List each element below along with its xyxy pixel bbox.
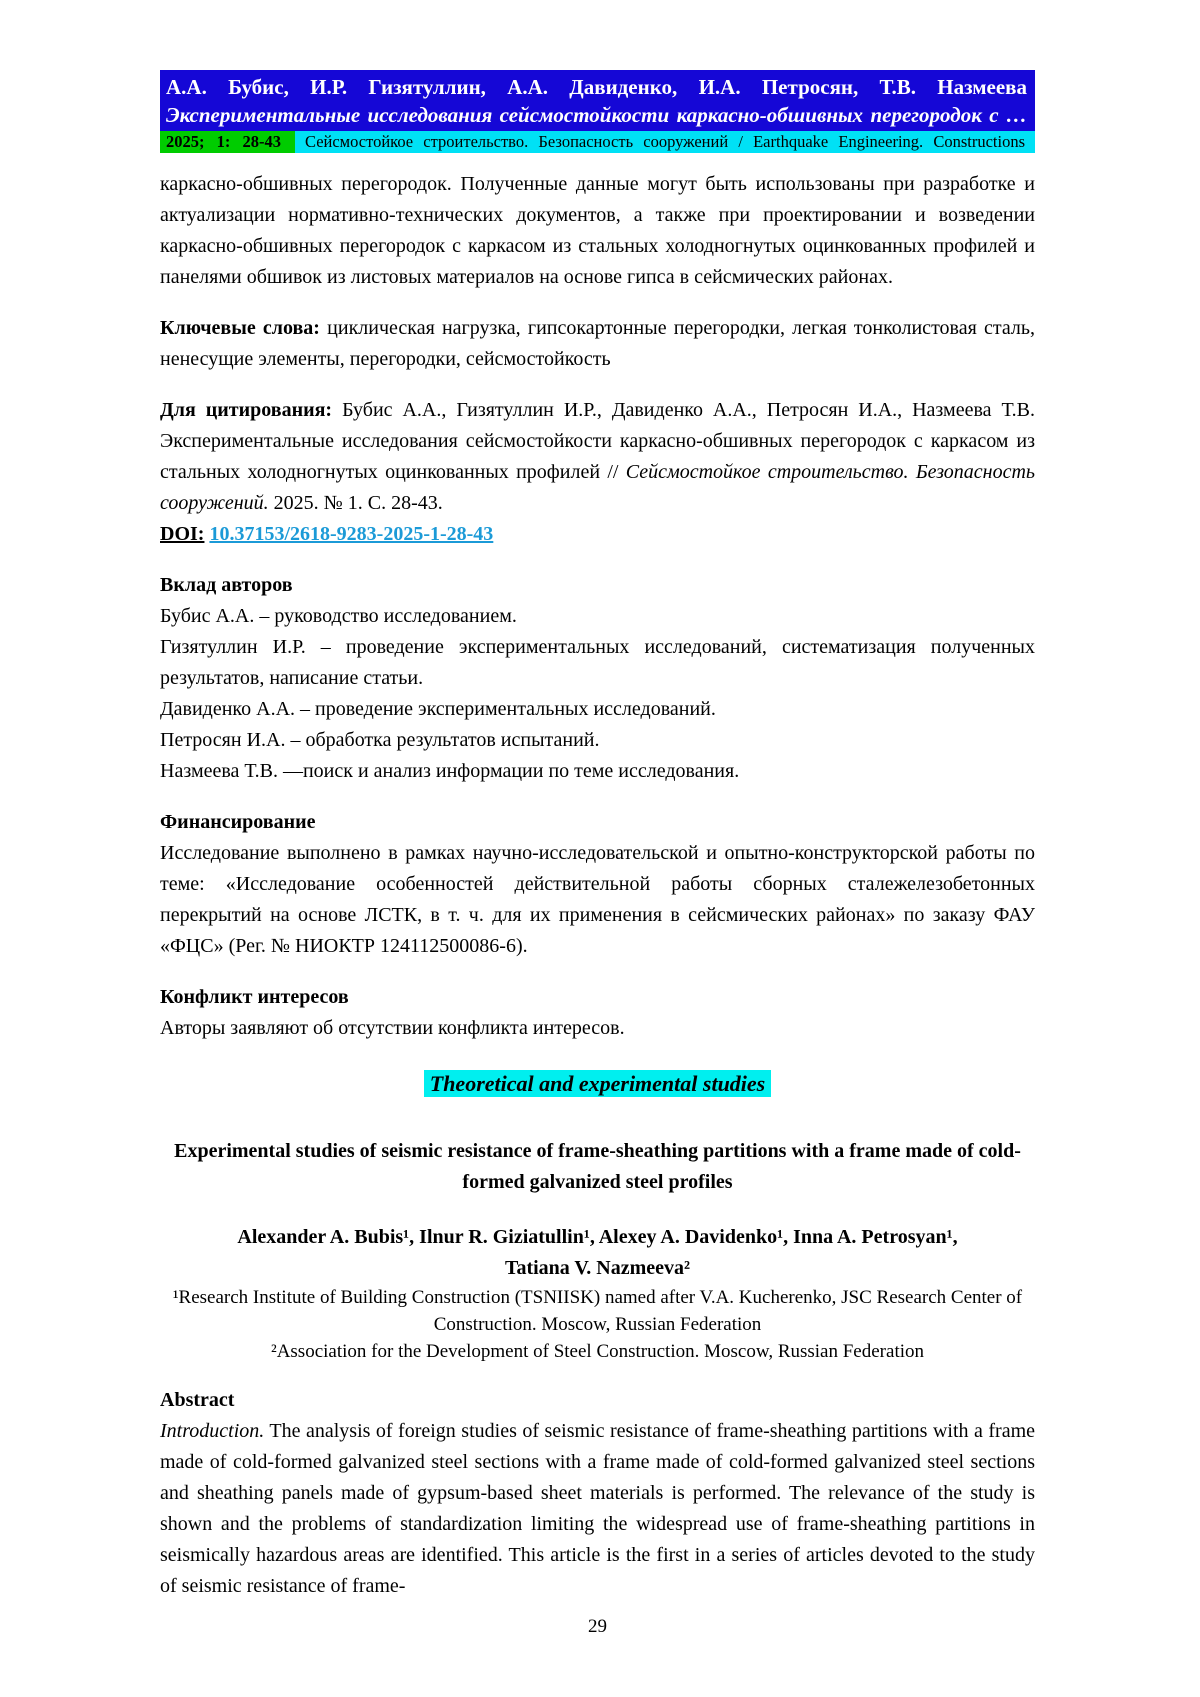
intro-paragraph: каркасно-обшивных перегородок. Полученные данные могут быть использованы при разработке и актуализации нормативно-технических документов, а также при проектировании и возведении каркасно-обшивных перегородок с каркасом из стальных холодногнутых оцинкованных профилей и панелями обшивок из листовых материалов на основе гипса в сейсмических районах. bbox=[160, 173, 1035, 288]
funding-heading: Финансирование bbox=[160, 811, 316, 833]
abstract-heading: Abstract bbox=[160, 1389, 235, 1411]
citation-tail: 2025. № 1. С. 28-43. bbox=[273, 492, 443, 514]
contribution-item: Петросян И.А. – обработка результатов испытаний. bbox=[160, 729, 600, 751]
citation-journal: Сейсмостойкое строительство. Безопасность сооружений. bbox=[160, 461, 1035, 514]
section-banner-wrap bbox=[160, 1068, 1035, 1100]
affiliation-1: ¹Research Institute of Building Construction (TSNIISK) named after V.A. Kucherenko, JSC Research Center of Construction. Moscow, Russian Federation bbox=[172, 1287, 1023, 1335]
banner-article-title: Экспериментальные исследования сейсмостойкости каркасно-обшивных перегородок с … bbox=[166, 103, 1027, 127]
affiliation-2: ²Association for the Development of Steel Construction. Moscow, Russian Federation bbox=[271, 1341, 924, 1362]
keywords-text: циклическая нагрузка, гипсокартонные перегородки, легкая тонколистовая сталь, ненесущие элементы, перегородки, сейсмостойкость bbox=[160, 317, 1036, 370]
contributions-heading: Вклад авторов bbox=[160, 574, 293, 596]
journal-banner bbox=[160, 70, 1035, 131]
english-authors bbox=[160, 1222, 1035, 1284]
doi-label: DOI: bbox=[160, 523, 205, 545]
citation-paragraph bbox=[160, 395, 1035, 519]
contribution-item: Давиденко А.А. – проведение экспериментальных исследований. bbox=[160, 698, 716, 720]
page-number: 29 bbox=[588, 1616, 607, 1637]
contribution-item: Гизятуллин И.Р. – проведение экспериментальных исследований, систематизация полученных результатов, написание статьи. bbox=[160, 636, 1035, 689]
abstract-intro-label: Introduction. bbox=[160, 1420, 265, 1442]
abstract-text: The analysis of foreign studies of seismic resistance of frame-sheathing partitions with a frame made of cold-formed galvanized steel sections with a frame made of cold-formed galvanized steel sections and sheathing panels made of gypsum-based sheet materials is performed. The relevance of the study is shown and the problems of standardization limiting the widespread use of frame-sheathing partitions in seismically hazardous areas are identified. This article is the first in a series of articles devoted to the study of seismic resistance of frame- bbox=[160, 1420, 1035, 1597]
conflict-heading: Конфликт интересов bbox=[160, 986, 349, 1008]
keywords-paragraph bbox=[160, 313, 1035, 375]
citation-body: Бубис А.А., Гизятуллин И.Р., Давиденко А.А., Петросян И.А., Назмеева Т.В. Экспериментальные исследования сейсмостойкости каркасно-обшивных перегородок с каркасом из стальных холодногнутых оцинкованных профилей // bbox=[160, 399, 1036, 483]
english-authors-line1: Alexander A. Bubis¹, Ilnur R. Giziatullin¹, Alexey A. Davidenko¹, Inna A. Petrosyan¹, bbox=[237, 1226, 958, 1248]
article-page bbox=[160, 70, 1035, 1638]
keywords-label: Ключевые слова: bbox=[160, 317, 320, 339]
english-title: Experimental studies of seismic resistance of frame-sheathing partitions with a frame made of cold-formed galvanized steel profiles bbox=[174, 1140, 1021, 1193]
doi-link[interactable]: 10.37153/2618-9283-2025-1-28-43 bbox=[209, 523, 494, 545]
banner-authors-line: А.А. Бубис, И.Р. Гизятуллин, А.А. Давиденко, И.А. Петросян, Т.В. Назмеева bbox=[166, 75, 1027, 99]
english-authors-line2: Tatiana V. Nazmeeva² bbox=[504, 1257, 691, 1279]
banner-issue-row bbox=[160, 131, 1035, 153]
contribution-item: Бубис А.А. – руководство исследованием. bbox=[160, 605, 517, 627]
section-banner: Theoretical and experimental studies bbox=[424, 1070, 772, 1097]
doi-line bbox=[160, 519, 1035, 550]
funding-text: Исследование выполнено в рамках научно-исследовательской и опытно-конструкторской работы по теме: «Исследование особенностей действительной работы сборных сталежелезобетонных перекрытий на основе ЛСТК, в т. ч. для их применения в сейсмических районах» по заказу ФАУ «ФЦС» (Рег. № НИОКТР 124112500086-6). bbox=[160, 842, 1035, 957]
conflict-text: Авторы заявляют об отсутствии конфликта интересов. bbox=[160, 1017, 625, 1039]
contribution-item: Назмеева Т.В. ––поиск и анализ информации по теме исследования. bbox=[160, 760, 740, 782]
citation-label: Для цитирования: bbox=[160, 399, 333, 421]
issue-badge: 2025; 1: 28-43 bbox=[160, 131, 295, 153]
journal-name: Сейсмостойкое строительство. Безопасность сооружений / Earthquake Engineering. Constructions bbox=[295, 131, 1035, 153]
abstract-paragraph bbox=[160, 1416, 1035, 1602]
